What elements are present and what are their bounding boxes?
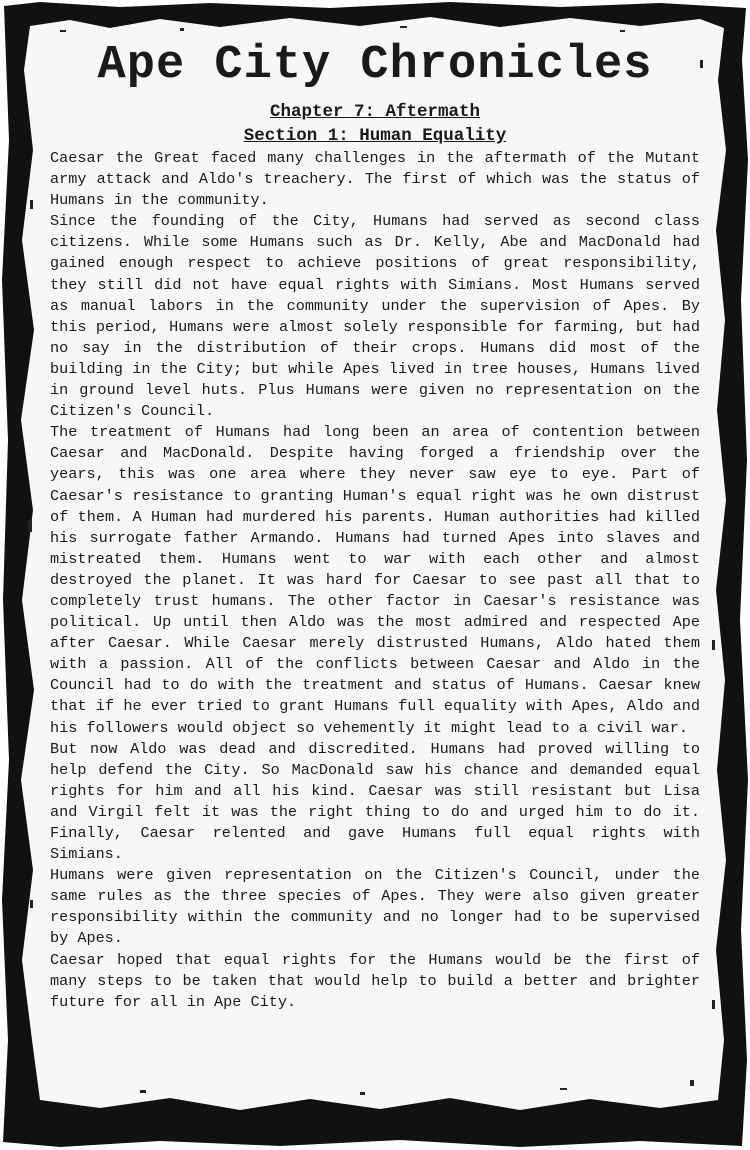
paragraph-4: But now Aldo was dead and discredited. Humans had proved willing to help defend the City. So MacDonald saw his chance and demanded equal rights for him and all his kind. Caesar was still resistant but Lisa and Virgil felt it was the right thing to do and urged him to do it. Finally, Caesar relented and gave Humans full equal rights with Simians. <box>50 739 700 864</box>
section-heading: Section 1: Human Equality <box>243 126 507 146</box>
document-body <box>50 36 700 1013</box>
document-title: Ape City Chronicles <box>97 39 653 92</box>
paragraph-3: The treatment of Humans had long been an area of contention between Caesar and MacDonald. Despite having forged a friendship over the years, this was one area where they never saw eye to eye. Part of Caesar's resistance to granting Human's equal right was he own distrust of them. A Human had murdered his parents. Human authorities had killed his surrogate father Armando. Humans had turned Apes into slaves and mistreated them. Humans went to war with each other and almost destroyed the planet. It was hard for Caesar to see past all that to completely trust humans. The other factor in Caesar's resistance was political. Up until then Aldo was the most admired and respected Ape after Caesar. While Caesar merely distrusted Humans, Aldo hated them with a passion. All of the conflicts between Caesar and Aldo in the Council had to do with the treatment and status of Humans. Caesar knew that if he ever tried to grant Humans full equality with Apes, Aldo and his followers would object so vehemently it might lead to a civil war. <box>50 423 700 737</box>
chapter-heading: Chapter 7: Aftermath <box>269 102 481 122</box>
paragraph-2: Since the founding of the City, Humans had served as second class citizens. While some Humans such as Dr. Kelly, Abe and MacDonald had gained enough respect to achieve positions of great responsibility, they still did not have equal rights with Simians. Most Humans served as manual labors in the community under the supervision of Apes. By this period, Humans were almost solely responsible for farming, but had no say in the distribution of their crops. Humans did most of the building in the City; but while Apes lived in tree houses, Humans lived in ground level huts. Plus Humans were given no representation on the Citizen's Council. <box>50 212 700 421</box>
paragraph-5: Humans were given representation on the Citizen's Council, under the same rules as the three species of Apes. They were also given greater responsibility within the community and no longer had to be supervised by Apes. <box>50 866 700 948</box>
paragraph-6: Caesar hoped that equal rights for the Humans would be the first of many steps to be taken that would help to build a better and brighter future for all in Ape City. <box>50 950 700 1011</box>
paragraph-1: Caesar the Great faced many challenges in the aftermath of the Mutant army attack and Aldo's treachery. The first of which was the status of Humans in the community. <box>50 149 700 210</box>
